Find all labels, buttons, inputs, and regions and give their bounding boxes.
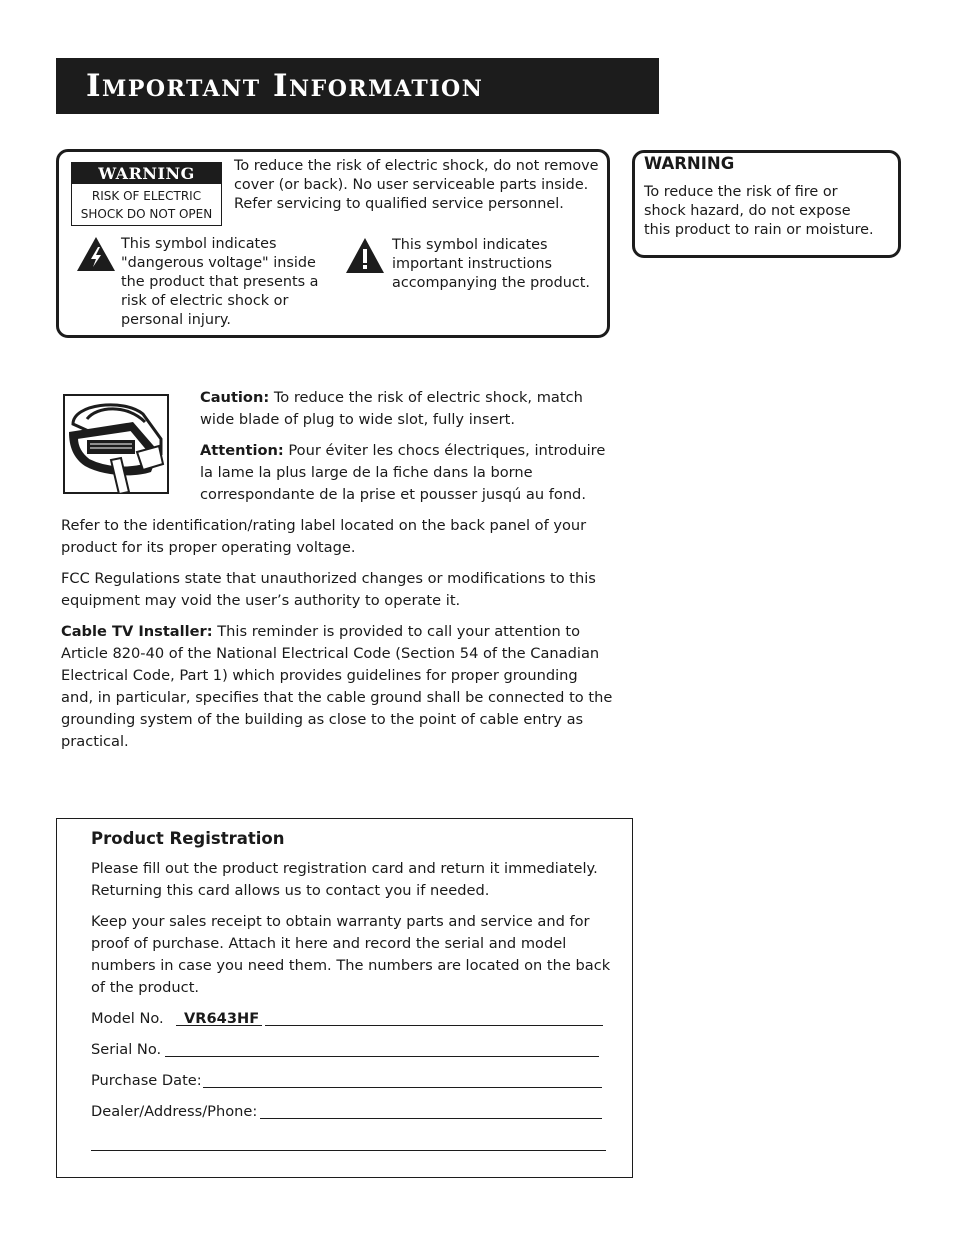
- instructions-symbol-text: This symbol indicates important instructions accompanying the product.: [392, 237, 590, 291]
- serial-field-line[interactable]: [165, 1056, 599, 1057]
- attention-paragraph: [200, 440, 610, 506]
- exclamation-triangle-icon: [345, 237, 385, 274]
- rating-paragraph: Refer to the identification/rating label located on the back panel of your product for its proper operating voltage.: [61, 517, 587, 556]
- warning-label: [71, 162, 222, 226]
- page-title: Important Information: [86, 68, 484, 104]
- dealer-field-line[interactable]: [260, 1118, 602, 1119]
- purchase-date-field-line[interactable]: [203, 1087, 602, 1088]
- warning-label-title: WARNING: [72, 163, 221, 184]
- caution-text: To reduce the risk of electric shock, match wide blade of plug to wide slot, fully insert.: [200, 389, 583, 428]
- model-label: Model No.: [91, 1010, 164, 1027]
- serial-label: Serial No.: [91, 1041, 162, 1058]
- lightning-triangle-icon: [76, 236, 116, 272]
- registration-para-1: Please fill out the product registration card and return it immediately. Returning this card allows us to contact you if needed.: [91, 860, 598, 899]
- caution-label: Caution:: [200, 389, 270, 406]
- attention-label: Attention:: [200, 442, 284, 459]
- polarized-plug-icon: [63, 394, 169, 494]
- model-field-line[interactable]: [265, 1025, 603, 1026]
- dealer-label: Dealer/Address/Phone:: [91, 1103, 258, 1120]
- fcc-paragraph: FCC Regulations state that unauthorized changes or modifications to this equipment may void the user’s authority to operate it.: [61, 570, 596, 609]
- side-warning-text: To reduce the risk of fire or shock hazard, do not expose this product to rain or moisture.: [644, 184, 874, 238]
- purchase-date-label: Purchase Date:: [91, 1072, 202, 1089]
- registration-title: Product Registration: [91, 829, 285, 848]
- warning-main-text: To reduce the risk of electric shock, do not remove cover (or back). No user serviceable parts inside. Refer servicing to qualified service personnel.: [234, 158, 599, 212]
- side-warning-title: WARNING: [644, 154, 735, 173]
- registration-para-2: Keep your sales receipt to obtain warranty parts and service and for proof of purchase. Attach it here and record the serial and model numbers in case you need them. The numbers are located on the back of the product.: [91, 913, 611, 996]
- cable-installer-paragraph: [61, 621, 621, 753]
- model-value: VR643HF: [184, 1010, 260, 1027]
- cable-installer-label: Cable TV Installer:: [61, 623, 213, 640]
- attention-text: Pour éviter les chocs électriques, introduire la lame la plus large de la fiche dans la borne correspondante de la prise et pousser jusqú au fond.: [200, 442, 606, 503]
- page-title-bar: [56, 58, 659, 114]
- cable-installer-text: This reminder is provided to call your attention to Article 820-40 of the National Electrical Code (Section 54 of the Canadian Electrical Code, Part 1) which provides guidelines for proper grounding and, in particular, specifies that the cable ground shall be connected to the grounding system of the building as close to the point of cable entry as practical.: [61, 623, 613, 750]
- dealer-field-line-2[interactable]: [91, 1150, 606, 1151]
- voltage-symbol-text: This symbol indicates "dangerous voltage" inside the product that presents a risk of electric shock or personal injury.: [121, 236, 319, 328]
- warning-label-subtext: RISK OF ELECTRIC SHOCK DO NOT OPEN: [80, 189, 213, 221]
- model-underline: [176, 1025, 262, 1026]
- caution-paragraph: [200, 387, 610, 431]
